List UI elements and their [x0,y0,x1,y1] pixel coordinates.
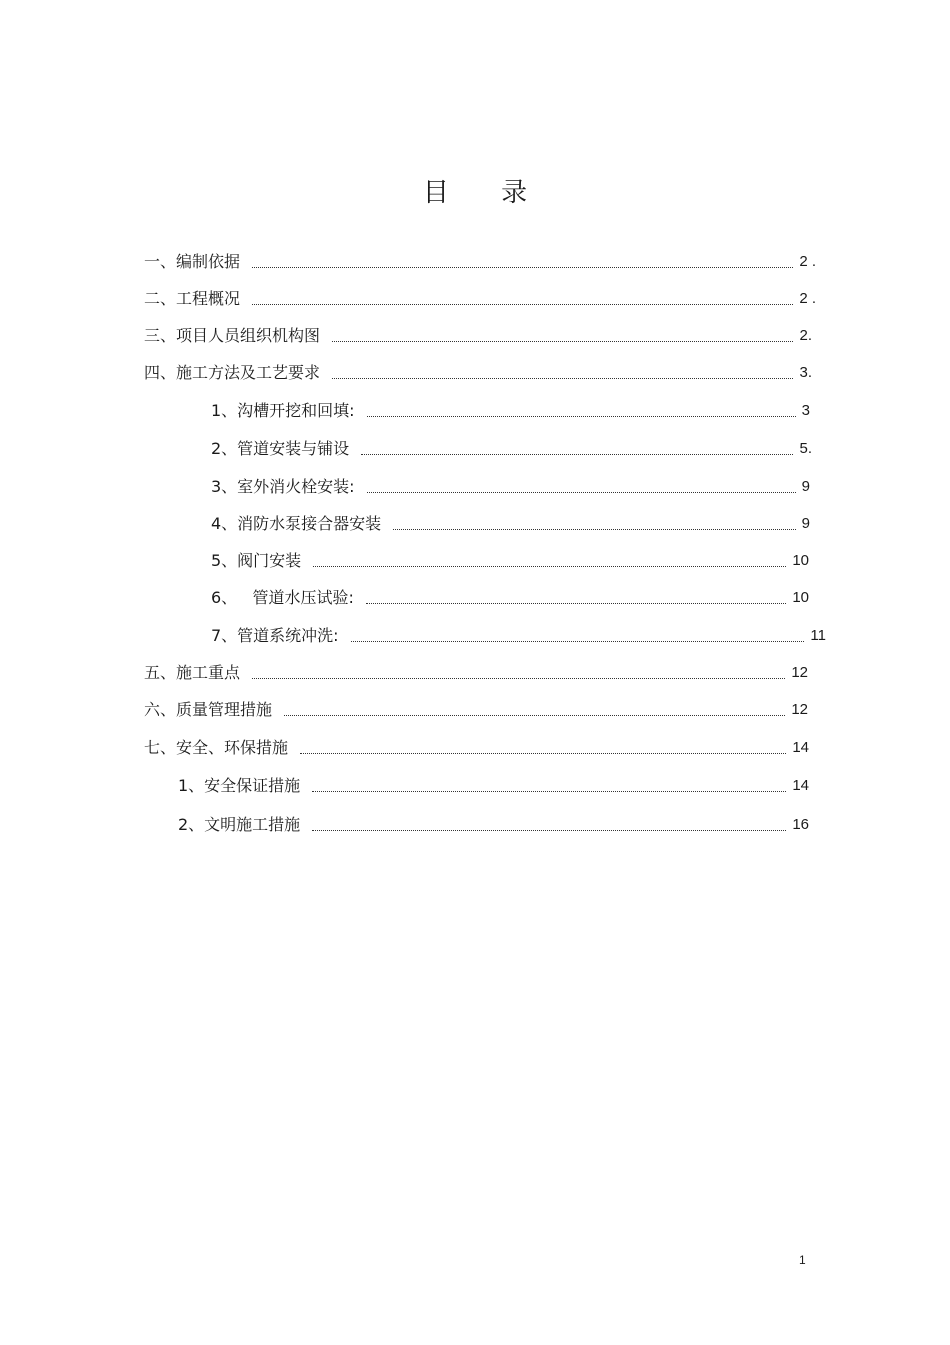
toc-entry-label: 一、编制依据 [144,252,241,271]
toc-entry[interactable] [211,622,826,646]
toc-dot-leader [332,341,793,342]
toc-dot-leader [252,304,793,305]
toc-entry-label: 2、文明施工措施 [178,815,301,834]
toc-dot-leader [332,378,793,379]
toc-entry-page: 2 . [799,253,816,270]
toc-entry-label: 2、管道安装与铺设 [211,439,350,458]
toc-entry-page: 14 [792,777,809,794]
toc-entry-page: 9 [801,515,810,532]
toc-entry[interactable] [211,435,812,459]
toc-entry[interactable] [178,772,809,796]
toc-entry-page: 10 [792,552,809,569]
toc-entry-page: 12 [791,664,808,681]
toc-entry[interactable] [144,285,816,309]
toc-dot-leader [393,529,795,530]
toc-entry[interactable] [211,473,810,497]
toc-entry-page: 3. [799,364,812,381]
toc-entry-page: 2 . [799,290,816,307]
toc-entry-page: 5. [799,440,812,457]
toc-entry-label: 六、质量管理措施 [144,700,273,719]
toc-dot-leader [312,791,786,792]
toc-entry[interactable] [144,248,816,272]
toc-entry[interactable] [144,359,812,383]
toc-entry[interactable] [211,584,809,608]
toc-entry[interactable] [211,510,810,534]
toc-entry-label: 七、安全、环保措施 [144,738,289,757]
toc-entry-page: 9 [801,478,810,495]
toc-entry-page: 11 [810,627,826,644]
toc-entry[interactable] [211,547,809,571]
toc-entry[interactable] [144,696,808,720]
toc-dot-leader [284,715,785,716]
toc-entry-label: 四、施工方法及工艺要求 [144,363,321,382]
toc-entry[interactable] [178,811,809,835]
toc-dot-leader [312,830,786,831]
toc-entry-label: 3、室外消火栓安装: [211,477,355,496]
toc-entry[interactable] [144,734,809,758]
toc-entry-page: 10 [792,589,809,606]
toc-entry-label: 二、工程概况 [144,289,241,308]
toc-entry-page: 12 [791,701,808,718]
toc-dot-leader [367,416,796,417]
toc-entry-label: 三、项目人员组织机构图 [144,326,321,345]
toc-entry-page: 16 [792,816,809,833]
toc-entry-label: 1、安全保证措施 [178,776,301,795]
toc-entry[interactable] [144,659,808,683]
toc-entry-label: 5、阀门安装 [211,551,302,570]
toc-dot-leader [313,566,786,567]
page-number: 1 [799,1253,806,1267]
toc-entry[interactable] [144,322,812,346]
toc-entry-label: 1、沟槽开挖和回填: [211,401,355,420]
toc-dot-leader [361,454,793,455]
toc-entry-label: 4、消防水泵接合器安装 [211,514,382,533]
toc-dot-leader [300,753,786,754]
toc-dot-leader [351,641,805,642]
toc-entry-page: 3 [801,402,810,419]
toc-dot-leader [252,267,793,268]
toc-entry-label: 五、施工重点 [144,663,241,682]
toc-entry-page: 14 [792,739,809,756]
toc-entry-label: 7、管道系统冲洗: [211,626,339,645]
toc-entry-page: 2. [799,327,812,344]
page-title: 目 录 [422,178,550,208]
toc-dot-leader [366,603,786,604]
toc-entry[interactable] [211,397,810,421]
toc-dot-leader [367,492,796,493]
toc-dot-leader [252,678,785,679]
toc-entry-label: 6、 管道水压试验: [211,588,354,607]
